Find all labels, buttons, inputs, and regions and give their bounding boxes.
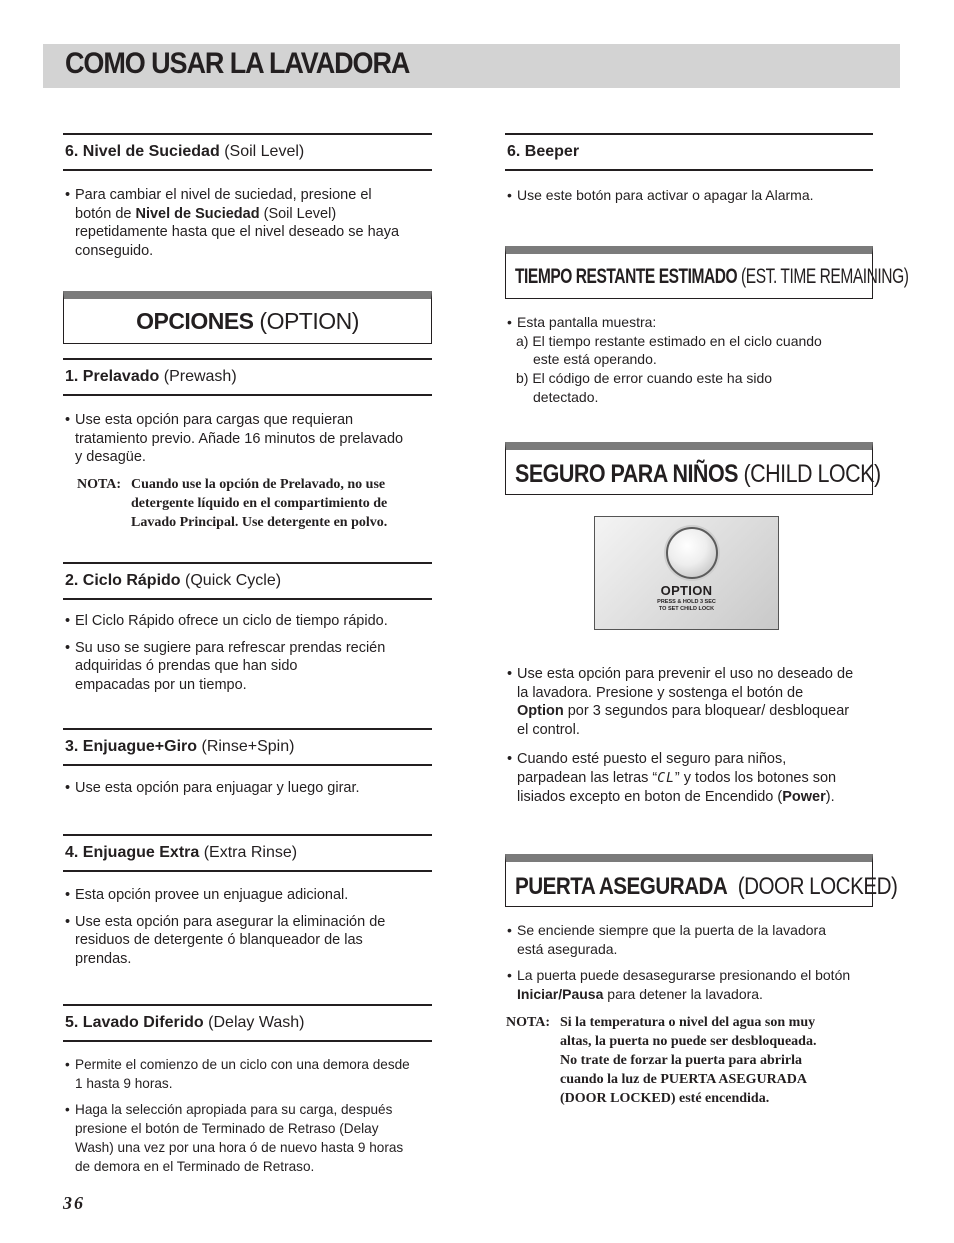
page-title: COMO USAR LA LAVADORA xyxy=(65,47,410,80)
list-item: • Permite el comienzo de un ciclo con una demora desde 1 hasta 9 horas. xyxy=(65,1057,410,1091)
page-number: 36 xyxy=(63,1193,85,1213)
section-header-enjuague-giro xyxy=(63,728,432,766)
lavado-diferido-subtitle: (Delay Wash) xyxy=(208,1014,305,1031)
enjuague-extra-subtitle: (Extra Rinse) xyxy=(203,844,298,861)
opciones-title: OPCIONES xyxy=(136,308,254,334)
list-item: • Se enciende siempre que la puerta de la lavadora está asegurada. xyxy=(507,922,826,957)
list-item: • Cuando esté puesto el seguro para niños, parpadean las letras “CL” y todos los botones son lisiados excepto en boton de Encendido (Power). xyxy=(507,750,837,806)
list-item: • Su uso se sugiere para refrescar prendas recién adquiridas ó prendas que han sido empacadas por un tiempo. xyxy=(65,639,386,694)
list-item: • Esta pantalla muestra: xyxy=(507,314,657,330)
tiempo-title: TIEMPO RESTANTE ESTIMADO xyxy=(515,265,738,288)
section-header-prelavado xyxy=(63,358,432,396)
seguro-title: SEGURO PARA NIÑOS xyxy=(515,460,738,488)
opciones-heading xyxy=(63,291,432,344)
list-item: • Haga la selección apropiada para su carga, después presione el botón de Terminado de Retraso (Delay Wash) una vez por una hora ó de nuevo hasta 9 horas de demora en el Terminado de Retraso. xyxy=(65,1102,404,1174)
opciones-subtitle: (OPTION) xyxy=(259,308,359,334)
enjuague-giro-title: 3. Enjuague+Giro xyxy=(65,738,198,755)
tiempo-item-b: b) El código de error cuando este ha sido detectado. xyxy=(516,370,773,405)
section-header-nivel xyxy=(63,133,432,171)
enjuague-giro-body xyxy=(63,779,443,806)
puerta-body xyxy=(505,921,885,1012)
seguro-heading xyxy=(505,442,881,495)
prelavado-nota: NOTA: Cuando use la opción de Prelavado, no use detergente líquido en el compartimiento de Lavado Principal. Use detergente en polvo. xyxy=(77,477,388,530)
section-header-ciclo xyxy=(63,562,432,600)
list-item: • Use esta opción para cargas que requieran tratamiento previo. Añade 16 minutos de prelavado y desagüe. xyxy=(65,412,404,466)
section-header-enjuague-extra xyxy=(63,834,432,872)
list-item: • Para cambiar el nivel de suciedad, presione el botón de Nivel de Suciedad (Soil Level) repetidamente hasta que el nivel deseado se haya conseguido. xyxy=(65,187,400,260)
page-header-banner xyxy=(43,44,900,88)
lavado-diferido-title: 5. Lavado Diferido xyxy=(65,1014,204,1031)
prelavado-title: 1. Prelavado xyxy=(65,368,160,385)
list-item: • Use esta opción para asegurar la eliminación de residuos de detergente ó blanqueador de las prendas. xyxy=(65,913,386,968)
puerta-subtitle: (DOOR LOCKED) xyxy=(737,873,898,900)
puerta-nota: NOTA: Si la temperatura o nivel del agua son muy altas, la puerta no puede ser desbloqueada. No trate de forzar la puerta para abrirla cuando la luz de PUERTA ASEGURADA (DOOR LOCKED) esté encendida. xyxy=(506,1015,817,1106)
option-sublabel: PRESS & HOLD 3 SEC TO SET CHILD LOCK xyxy=(657,599,716,612)
puerta-heading xyxy=(505,854,898,907)
tiempo-heading xyxy=(505,246,909,299)
list-item: • Use este botón para activar o apagar la Alarma. xyxy=(507,187,814,203)
section-header-beeper xyxy=(505,133,873,171)
option-button[interactable] xyxy=(666,527,718,579)
ciclo-title: 2. Ciclo Rápido xyxy=(65,572,181,589)
list-item: • Use esta opción para prevenir el uso no deseado de la lavadora. Presione y sostenga el botón de Option por 3 segundos para bloquear/ desbloquear el control. xyxy=(507,666,854,739)
seguro-subtitle: (CHILD LOCK) xyxy=(743,460,881,488)
prelavado-body xyxy=(63,411,443,475)
prelavado-subtitle: (Prewash) xyxy=(163,368,237,385)
tiempo-subtitle: (EST. TIME REMAINING) xyxy=(741,265,909,288)
tiempo-body xyxy=(505,313,885,407)
beeper-body xyxy=(505,186,885,213)
nivel-subtitle: (Soil Level) xyxy=(224,143,305,160)
lavado-diferido-body xyxy=(63,1056,448,1184)
beeper-title: 6. Beeper xyxy=(507,143,580,160)
nivel-body xyxy=(63,186,443,269)
option-control-panel xyxy=(594,516,779,630)
seguro-body xyxy=(505,665,885,815)
child-lock-code: CL xyxy=(657,770,675,786)
enjuague-extra-body xyxy=(63,886,443,977)
ciclo-body xyxy=(63,612,443,703)
list-item: • El Ciclo Rápido ofrece un ciclo de tiempo rápido. xyxy=(65,613,388,629)
enjuague-giro-subtitle: (Rinse+Spin) xyxy=(201,738,295,755)
tiempo-item-a: a) El tiempo restante estimado en el ciclo cuando este está operando. xyxy=(516,332,822,368)
section-header-lavado-diferido xyxy=(63,1004,432,1042)
enjuague-extra-title: 4. Enjuague Extra xyxy=(65,844,200,861)
option-label: OPTION xyxy=(660,583,713,598)
nivel-title: 6. Nivel de Suciedad xyxy=(65,143,220,160)
puerta-title: PUERTA ASEGURADA xyxy=(515,873,728,900)
ciclo-subtitle: (Quick Cycle) xyxy=(185,572,282,589)
list-item: • Esta opción provee un enjuague adicional. xyxy=(65,887,349,903)
list-item: • La puerta puede desasegurarse presionando el botón Iniciar/Pausa para detener la lavadora. xyxy=(507,967,851,1003)
list-item: • Use esta opción para enjuagar y luego girar. xyxy=(65,780,360,796)
